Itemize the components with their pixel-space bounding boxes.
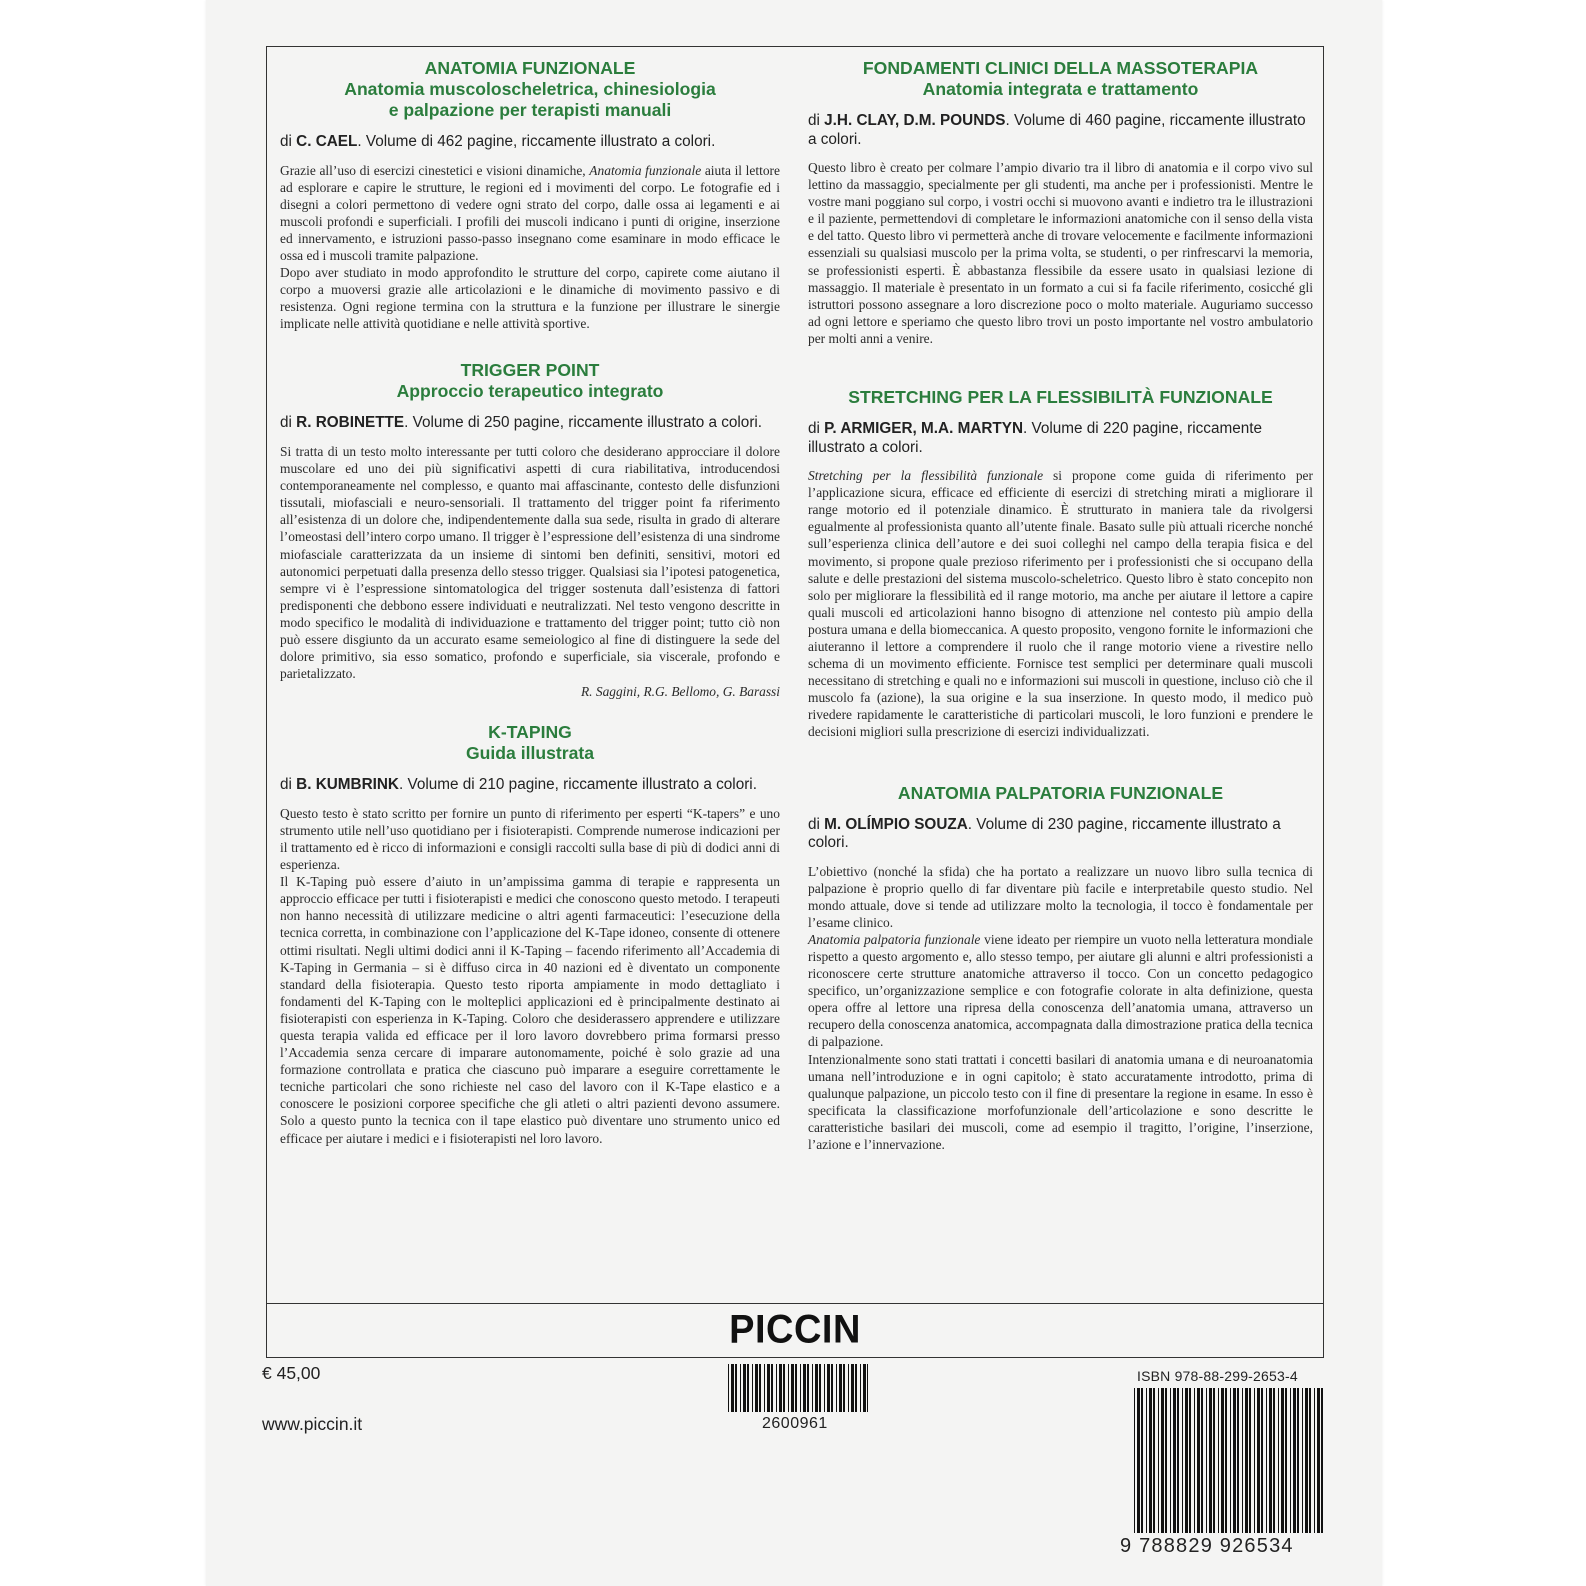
description-paragraph: Dopo aver studiato in modo approfondito le strutture del corpo, capirete come aiutano il corpo a muoversi grazie alle articolazioni e le dinamiche di movimento passivo e di resistenza. Ogni regione termina con la struttura e la funzione per illustrare le sinergie implicate nelle attività quotidiane e nelle attività sportive. [280,265,780,332]
book-authors: J.H. CLAY, D.M. POUNDS [824,112,1006,129]
barcode-bar [839,1364,842,1412]
book-byline [808,816,1313,853]
book-description [808,863,1313,1154]
publisher-logo: PICCIN [729,1307,861,1353]
barcode-bar [863,1364,866,1412]
barcode-bar [803,1364,806,1412]
book-details: . Volume di 210 pagine, riccamente illustrato a colori. [398,776,757,794]
barcode-bar [843,1364,845,1412]
barcode-bar [831,1364,833,1412]
barcode-bar [1146,1388,1147,1533]
description-paragraph: Il K-Taping può essere d’aiuto in un’ampissima gamma di terapie e rappresenta un approccio efficace per tutti i fisioterapisti e medici che conoscono questo metodo. I terapeuti non hanno necessità di utilizzare medicine o altri agenti farmaceutici: l’esecuzione della tecnica corretta, in combinazione con l’applicazione del K-Tape idoneo, consente di ottenere ottimi risultati. Negli ultimi dodici anni il K-Taping – facendo riferimento all’Accademia di K-Taping in Germania – si è diffuso circa in 40 nazioni ed è diventato un componente standard della fisioterapia. Questo testo riporta ampiamente in modo dettagliato i fondamenti del K-Taping con le molteplici applicazioni ed è principalmente destinato ai fisioterapisti con esperienza in K-Taping. Coloro che desiderassero apprendere e utilizzare questa terapia valida ed efficace per il loro lavoro dovrebbero prima formarsi presso l’Accademia senza cercare di imparare autonomamente, poiché è solo grazie ad una formazione controllata e pratica che ciascuno può imparare a eseguire correttamente le tecniche particolari che sono richieste nel caso del lavoro con il K-Tape elastico e a conoscere le posizioni corporee specifiche che gli atleti o altri pazienti devono assumere. Solo a questo punto la tecnica con il tape elastico può diventare uno strumento unico ed efficace per aiutare i medici e i fisioterapisti nel loro lavoro. [280,874,780,1146]
barcode-bar [755,1364,758,1412]
barcode-bar [1261,1388,1263,1533]
book-description [808,159,1313,347]
barcode-bar [1309,1388,1311,1533]
barcode-bar [1161,1388,1164,1533]
barcode-bar [1153,1388,1155,1533]
byline-prefix: di [280,414,297,432]
book-byline [808,420,1313,457]
barcode-bar [795,1364,797,1412]
barcode-bar [848,1364,849,1412]
barcode-bar [824,1364,825,1412]
book-title: FONDAMENTI CLINICI DELLA MASSOTERAPIA [862,58,1259,78]
barcode-bar [735,1364,737,1412]
barcode-bar [836,1364,837,1412]
barcode-bar [1257,1388,1260,1533]
book-details: . Volume di 462 pagine, riccamente illustrato a colori. [357,133,716,150]
barcode-bar [1218,1388,1219,1533]
barcode-bar [728,1364,729,1412]
barcode-bar [1170,1388,1171,1533]
isbn-barcode [1134,1388,1326,1533]
barcode-bar [776,1364,777,1412]
barcode-bar [1254,1388,1255,1533]
book-description [808,467,1313,741]
barcode-bar [1137,1388,1140,1533]
book-entry [808,58,1313,347]
book-byline [280,414,780,433]
book-subtitle: Approccio terapeutico integrato [396,381,664,402]
left-column [280,58,780,1147]
website-url: www.piccin.it [262,1414,363,1434]
barcode-bar [747,1364,749,1412]
barcode-bar [1177,1388,1179,1533]
barcode-bar [1206,1388,1207,1533]
barcode-bar [812,1364,813,1412]
barcode-bar [1273,1388,1275,1533]
barcode-bar [860,1364,861,1412]
barcode-bar [1221,1388,1224,1533]
isbn-barcode-number: 9 788829 926534 [1120,1535,1294,1557]
barcode-bar [1305,1388,1308,1533]
barcode-bar [1141,1388,1143,1533]
barcode-bar [1245,1388,1248,1533]
isbn-label: ISBN 978-88-299-2653-4 [1137,1368,1298,1384]
byline-prefix: di [808,112,825,129]
section-gap [808,741,1313,783]
book-title: K-TAPING [488,722,572,743]
barcode-bar [1237,1388,1239,1533]
book-byline [808,112,1313,149]
small-barcode [728,1364,868,1412]
book-details: . Volume di 460 pagine, riccamente illustrato a colori. [808,112,1306,148]
description-paragraph: Questo libro è creato per colmare l’ampio divario tra il libro di anatomia e il corpo vivo sul lettino da massaggio, specialmente per gli studenti, ma anche per i professionisti. Mentre le vostre mani poggiano sul corpo, i vostri occhi si muovono avanti e indietro tra le illustrazioni e il paziente, permettendovi di completare le informazioni anatomiche con il senso della vista e del tatto. Questo libro vi permetterà anche di trovare velocemente e facilmente informazioni essenziali su qualsiasi muscolo per la prima volta, se studenti, o per rinfrescarvi la memoria, se professionisti esperti. È abbastanza flessibile da essere usato in qualsiasi lezione di massaggio. Il materiale è presentato in un formato a cui si fa facile riferimento, cosicché gli istruttori possono assegnare a loro discrezione poco o molto materiale. Auguriamo successo ad ogni lettore e speriamo che questo libro trovi un posto importante nel vostro ambulatorio per molti anni a venire. [808,160,1313,346]
book-entry [808,783,1313,1154]
barcode-bar [1242,1388,1243,1533]
barcode-bar [1197,1388,1200,1533]
book-authors: B. KUMBRINK [296,776,399,794]
barcode-bar [740,1364,741,1412]
barcode-bar [1173,1388,1176,1533]
barcode-bar [1285,1388,1287,1533]
barcode-bar [1189,1388,1191,1533]
book-title-italic: Stretching per la flessibilità funzionale [808,468,1044,484]
book-description [280,443,780,682]
barcode-bar [1266,1388,1267,1533]
book-description [280,805,780,1147]
description-paragraph: Anatomia palpatoria funzionale viene ideato per riempire un vuoto nella letteratura mondiale rispetto a questo argomento e, allo stesso tempo, per aiutare gli alunni e altri professionisti a riconoscere certe strutture anatomiche attraverso il tocco. Con un concetto pedagogico specifico, un’organizzazione semplice e con fotografie colorate in alta definizione, questa opera offre al lettore una ripresa della conoscenza dell’anatomia umana, attraverso un recupero della conoscenza anatomica, accompagnata dalla dimostrazione pratica della tecnica di palpazione. [808,931,1313,1050]
barcode-bar [1269,1388,1272,1533]
barcode-bar [1230,1388,1231,1533]
book-subtitle: e palpazione per terapisti manuali [388,100,672,120]
book-title: ANATOMIA FUNZIONALE [424,58,636,78]
barcode-bar [731,1364,734,1412]
barcode-bar [827,1364,830,1412]
byline-prefix: di [808,815,825,833]
section-gap [280,700,780,722]
barcode-bar [1201,1388,1203,1533]
barcode-bar [800,1364,801,1412]
barcode-bar [819,1364,821,1412]
barcode-bar [1297,1388,1299,1533]
barcode-bar [1149,1388,1152,1533]
barcode-bar [1290,1388,1291,1533]
book-subtitle: Anatomia integrata e trattamento [922,79,1199,99]
barcode-bar [1278,1388,1279,1533]
barcode-bar [1165,1388,1167,1533]
barcode-bar [1225,1388,1227,1533]
barcode-bar [867,1364,868,1412]
barcode-bar [1185,1388,1188,1533]
barcode-bar [752,1364,753,1412]
description-paragraph: Si tratta di un testo molto interessante per tutti coloro che desiderano approcciare il dolore muscolare ed uno dei più significativi aspetti di cura riabilitativa, introducendosi contemporaneamente nel complesso, e quanto mai affascinante, contesto delle disfunzioni tissutali, miofasciali e neuro-sensoriali. Il trattamento del trigger point fa riferimento all’esistenza di un dolore che, indipendentemente dalla sua sede, risulta in grado di alterare l’omeostasi dell’intero corpo umano. Il trigger è l’espressione dell’esistenza di una sindrome miofasciale caratterizzata da un insieme di sintomi ben definiti, sensitivi, motori ed autonomici perpetuati dalla presenza dello stesso trigger. Qualsiasi sia l’ipotesi patogenetica, sempre vi è l’espressione sintomatologica del trigger sostenuta dall’esistenza di fattori predisponenti che debbono essere individuati e neutralizzati. Nel testo vengono descritte in modo specifico le modalità di individuazione e trattamento del trigger point; tutto ciò non può essere disgiunto da un accurato esame semeiologico al fine di distinguere la sede del dolore primitivo, sia esso somatico, profondo e superficiale, sia viscerale, profondo e parietalizzato. [280,443,780,682]
section-gap [808,347,1313,387]
book-authors: P. ARMIGER, M.A. MARTYN [824,420,1024,438]
barcode-bar [1134,1388,1135,1533]
book-entry [280,58,780,332]
byline-prefix: di [280,776,297,794]
book-details: . Volume di 230 pagine, riccamente illustrato a colori. [808,815,1281,852]
description-paragraph: L’obiettivo (nonché la sfida) che ha portato a realizzare un nuovo libro sulla tecnica di palpazione è proprio quello di far diventare più facile e interpretabile questo studio. Nel mondo attuale, dove si tende ad utilizzare molto la tecnologia, il tocco è fondamentale per l’esame clinico. [808,863,1313,930]
book-subtitle: Anatomia muscoloscheletrica, chinesiologia [344,79,716,99]
description-paragraph: Stretching per la flessibilità funzionale si propone come guida di riferimento per l’applicazione sicura, efficace ed efficiente di esercizi di stretching mirati a migliorare il range motorio ed il potenziale dinamico. È strutturato in maniera tale da rivolgersi egualmente al professionista quanto all’utente finale. Basato sulle più attuali ricerche nonché sull’esperienza clinica dell’autore e dei suoi colleghi nel campo della terapia fisica e del movimento, si propone quale prezioso riferimento per i professionisti che si occupano della salute e delle prestazioni del sistema muscolo-scheletrico. Questo libro è stato concepito non solo per migliorare la flessibilità ed il range motorio, ma anche per aiutare il lettore a capire quali muscoli ed articolazioni hanno bisogno di attenzione nel contesto più ampio della postura umana e della biomeccanica. A questo proposito, vengono fornite le informazioni che aiuteranno il lettore a comprendere il ruolo che il range motorio viene a rivestire nello schema di un movimento efficiente. Fornisce test semplici per determinare quali muscoli necessitano di stretching e quali no e informazioni sui muscoli in questione, incluso ciò che il muscolo fa (azione), la sua origine e la sua inserzione. In questo modo, il medico può rivedere rapidamente le caratteristiche di particolari muscoli, le loro funzioni e prendere le decisioni migliori sulla prescrizione di esercizi individualizzati. [808,468,1313,740]
book-authors: C. CAEL [296,133,358,150]
book-title-italic: Anatomia palpatoria funzionale [808,931,981,947]
barcode-bar [1233,1388,1236,1533]
book-title: ANATOMIA PALPATORIA FUNZIONALE [897,782,1224,803]
book-details: . Volume di 250 pagine, riccamente illustrato a colori. [404,414,763,432]
section-gap [280,332,780,360]
barcode-bar [1249,1388,1251,1533]
barcode-bar [1182,1388,1183,1533]
book-title: TRIGGER POINT [460,360,600,381]
book-subtitle: Guida illustrata [465,743,595,764]
barcode-bar [764,1364,765,1412]
barcode-bar [815,1364,818,1412]
barcode-bar [743,1364,746,1412]
barcode-bar [1293,1388,1296,1533]
book-entry [280,360,780,700]
barcode-bar [807,1364,809,1412]
barcode-bar [1314,1388,1315,1533]
book-description [280,162,780,333]
barcode-bar [1209,1388,1212,1533]
barcode-bar [788,1364,789,1412]
book-entry [808,387,1313,741]
barcode-bar [783,1364,785,1412]
barcode-bar [851,1364,854,1412]
small-barcode-number: 2600961 [762,1415,828,1432]
barcode-bar [1213,1388,1215,1533]
publisher-logo-box [266,1304,1324,1358]
review-signature: R. Saggini, R.G. Bellomo, G. Barassi [581,684,780,700]
barcode-bar [771,1364,773,1412]
book-authors: R. ROBINETTE [296,414,405,432]
description-paragraph: Intenzionalmente sono stati trattati i concetti basilari di anatomia umana e di neuroanatomia umana nell’introduzione e in ogni capitolo; è stato accuratamente introdotto, prima di qualunque palpazione, un piccolo testo con il fine di presentare la regione in esame. In esso è specificata la classificazione morfofunzionale dell’articolazione e sono descritte le caratteristiche basilari dei muscoli, come ad esempio il tragitto, l’origine, l’inserzione, l’azione e l’innervazione. [808,1051,1313,1153]
barcode-bar [855,1364,857,1412]
book-byline [280,133,780,152]
price: € 45,00 [262,1363,321,1383]
barcode-bar [1194,1388,1195,1533]
barcode-bar [759,1364,761,1412]
description-paragraph: Questo testo è stato scritto per fornire un punto di riferimento per esperti “K-tapers” e uno strumento utile nell’uso quotidiano per i fisioterapisti. Comprende numerose indicazioni per il trattamento ed è ricco di informazioni e consigli raccolti sulla base di più di dodici anni di esperienza. [280,805,780,873]
barcode-bar [1321,1388,1323,1533]
byline-prefix: di [808,420,825,438]
book-details: . Volume di 220 pagine, riccamente illustrato a colori. [808,420,1262,456]
barcode-bar [1317,1388,1320,1533]
book-title-italic: Anatomia funzionale [589,162,702,178]
book-authors: M. OLÍMPIO SOUZA [824,815,968,833]
barcode-bar [1281,1388,1284,1533]
barcode-bar [779,1364,782,1412]
barcode-bar [1158,1388,1159,1533]
book-entry [280,722,780,1146]
barcode-bar [767,1364,770,1412]
barcode-bar [1302,1388,1303,1533]
byline-prefix: di [280,133,297,150]
barcode-bar [791,1364,794,1412]
book-byline [280,776,780,795]
book-title: STRETCHING PER LA FLESSIBILITÀ FUNZIONALE [848,387,1273,408]
description-paragraph: Grazie all’uso di esercizi cinestetici e visioni dinamiche, Anatomia funzionale aiuta il lettore ad esplorare e capire le strutture, le regioni ed i movimenti del corpo. Le fotografie ed i disegni a colori permettono di vedere ogni strato del corpo, dalle ossa ai legamenti e ai muscoli profondi e superficiali. I profili dei muscoli indicano i punti di origine, inserzione ed innervamento, e istruzioni passo-passo insegnano come esaminare in modo efficace le ossa ed i muscoli tramite palpazione. [280,162,780,263]
right-column [808,58,1313,1153]
